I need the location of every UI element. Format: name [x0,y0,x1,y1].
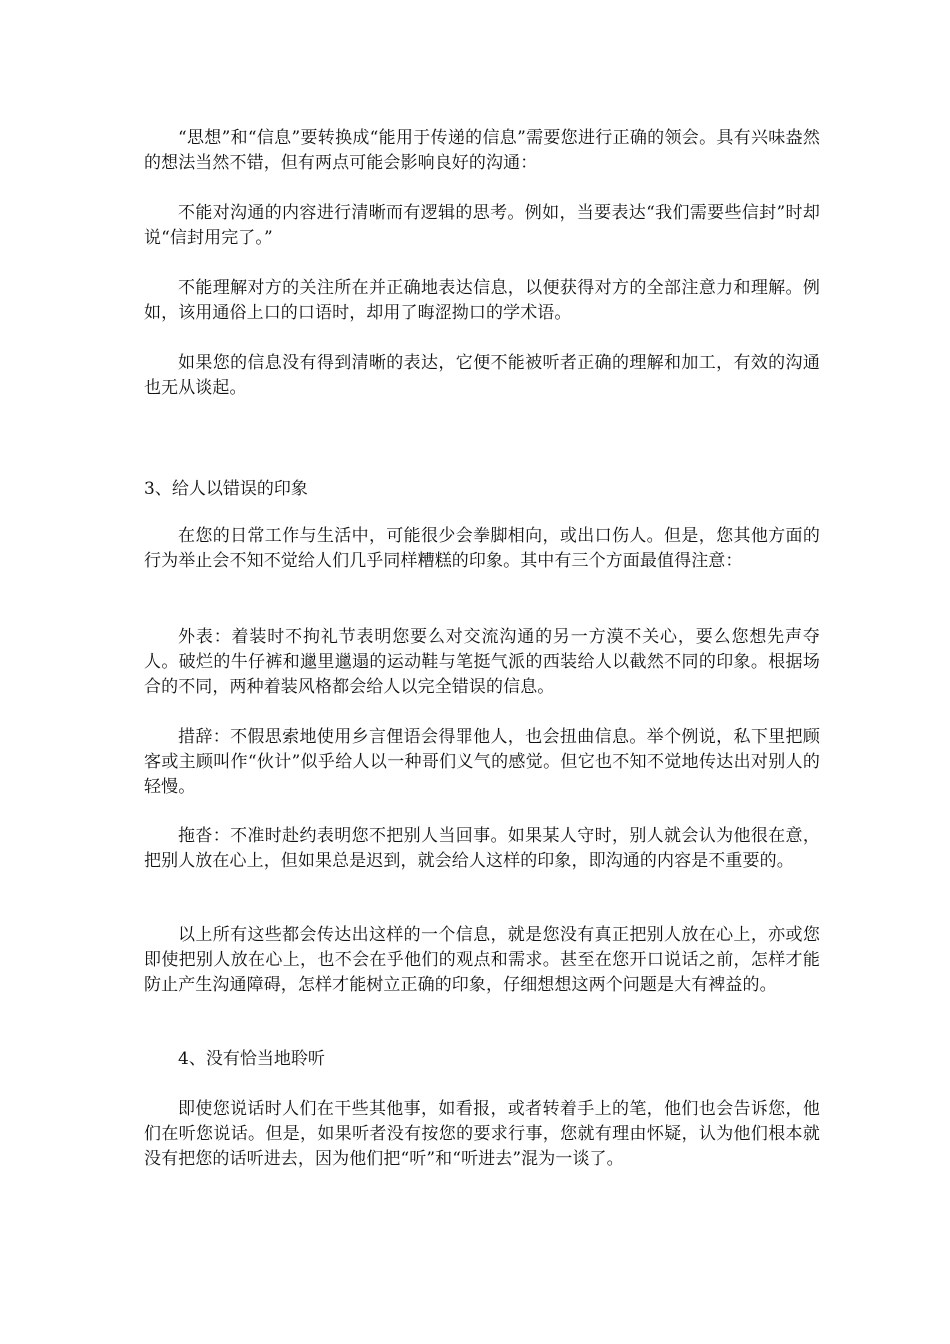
paragraph-section4-intro: 即使您说话时人们在干些其他事，如看报，或者转着手上的笔，他们也会告诉您，他们在听您说话。但是，如果听者没有按您的要求行事，您就有理由怀疑，认为他们根本就没有把您的话听进去，因为他们把“听”和“听进去”混为一谈了。 [144,1099,820,1169]
paragraph-wording: 措辞：不假思索地使用乡言俚语会得罪他人，也会扭曲信息。举个例说，私下里把顾客或主顾叫作“伙计”似乎给人以一种哥们义气的感觉。但它也不知不觉地传达出对别人的轻慢。 [144,727,820,797]
paragraph-conclusion: 如果您的信息没有得到清晰的表达，它便不能被听者正确的理解和加工，有效的沟通也无从谈起。 [144,353,820,398]
paragraph-section3-intro: 在您的日常工作与生活中，可能很少会拳脚相向，或出口伤人。但是，您其他方面的行为举止会不知不觉给人们几乎同样糟糕的印象。其中有三个方面最值得注意： [144,526,820,571]
section-heading-4: 4、没有恰当地聆听 [178,1049,325,1069]
section-heading-3: 3、给人以错误的印象 [144,479,308,499]
paragraph-procrastination: 拖沓：不准时赴约表明您不把别人当回事。如果某人守时，别人就会认为他很在意，把别人放在心上，但如果总是迟到，就会给人这样的印象，即沟通的内容是不重要的。 [144,826,820,871]
paragraph-point-logic: 不能对沟通的内容进行清晰而有逻辑的思考。例如，当要表达“我们需要些信封”时却说“信封用完了。” [144,203,820,248]
paragraph-section3-summary: 以上所有这些都会传达出这样的一个信息，就是您没有真正把别人放在心上，亦或您即使把别人放在心上，也不会在乎他们的观点和需求。甚至在您开口说话之前，怎样才能防止产生沟通障碍，怎样才能树立正确的印象，仔细想想这两个问题是大有裨益的。 [144,925,820,995]
paragraph-point-audience: 不能理解对方的关注所在并正确地表达信息，以便获得对方的全部注意力和理解。例如，该用通俗上口的口语时，却用了晦涩拗口的学术语。 [144,278,820,323]
paragraph-intro: “思想”和“信息”要转换成“能用于传递的信息”需要您进行正确的领会。具有兴味盎然的想法当然不错，但有两点可能会影响良好的沟通： [144,128,820,173]
paragraph-appearance: 外表：着装时不拘礼节表明您要么对交流沟通的另一方漠不关心，要么您想先声夺人。破烂的牛仔裤和邋里邋遢的运动鞋与笔挺气派的西装给人以截然不同的印象。根据场合的不同，两种着装风格都会给人以完全错误的信息。 [144,627,820,697]
